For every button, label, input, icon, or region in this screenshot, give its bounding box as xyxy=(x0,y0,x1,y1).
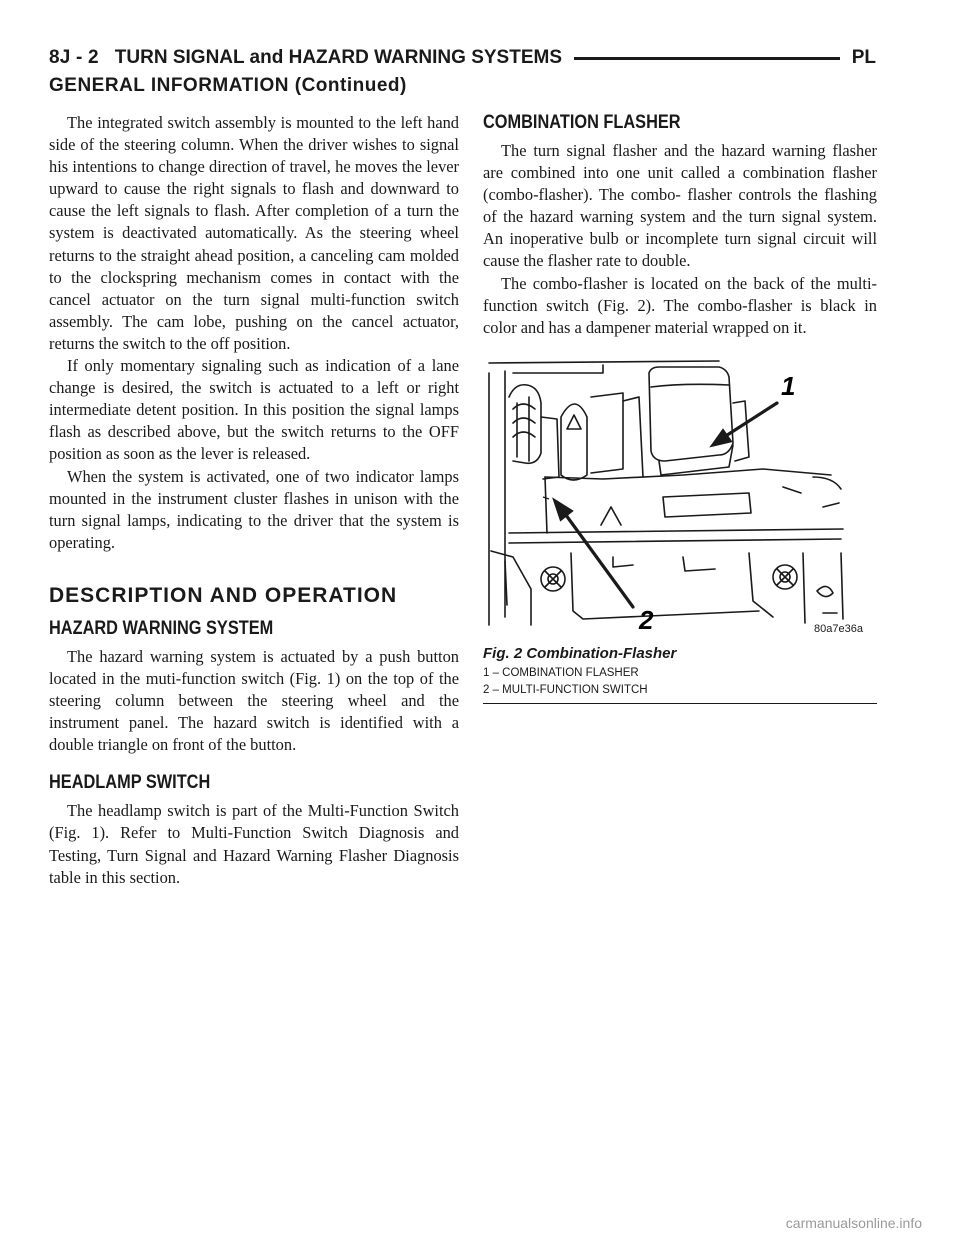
legend-item-1: 1 – COMBINATION FLASHER xyxy=(483,666,639,679)
description-operation-heading: DESCRIPTION AND OPERATION xyxy=(49,583,398,607)
header-rule xyxy=(574,57,840,60)
figure-combination-flasher xyxy=(483,357,877,637)
combo-paragraph-1: The turn signal flasher and the hazard warning flasher are combined into one unit called a combination flasher (combo-flasher). The combo- flasher controls the flashing of the hazard warning system and the turn signal system. An inoperative bulb or incomplete turn signal circuit will cause the flasher rate to double. xyxy=(483,141,877,271)
page-number: 8J - 2 xyxy=(49,47,99,68)
right-column xyxy=(483,112,877,704)
continued-heading: GENERAL INFORMATION (Continued) xyxy=(49,75,407,96)
intro-paragraph-3: When the system is activated, one of two indicator lamps mounted in the instrument cluster flashes in unison with the turn signal lamps, indicating to the driver that the system is operating. xyxy=(49,466,459,552)
combo-paragraph-2: The combo-flasher is located on the back of the multi-function switch (Fig. 2). The combo-flasher is black in color and has a dampener material wrapped on it. xyxy=(483,273,877,337)
page-header xyxy=(49,44,876,72)
left-column xyxy=(49,112,459,889)
model-code: PL xyxy=(851,47,876,68)
hazard-paragraph: The hazard warning system is actuated by a push button located in the muti-function switch (Fig. 1) on the top of the steering column between the steering wheel and the instrument panel. The hazard switch is identified with a double triangle on front of the button. xyxy=(49,646,459,755)
watermark: carmanualsonline.info xyxy=(785,1215,922,1231)
callout-2: 2 xyxy=(639,604,654,635)
headlamp-paragraph: The headlamp switch is part of the Multi-Function Switch (Fig. 1). Refer to Multi-Function Switch Diagnosis and Testing, Turn Signal and Hazard Warning Flasher Diagnosis table in this section. xyxy=(49,801,459,887)
intro-paragraph-1: The integrated switch assembly is mounted to the left hand side of the steering column. When the driver wishes to signal his intentions to change direction of travel, he moves the lever upward to cause the right signals to flash and downward to cause the left signals to flash. After completion of a turn the system is deactivated automatically. As the steering wheel returns to the straight ahead position, a canceling cam molded to the clockspring mechanism comes in contact with the cancel actuator on the turn signal multi-function switch assembly. The cam lobe, pushing on the cancel actuator, returns the switch to the off position. xyxy=(49,113,459,353)
flasher-illustration xyxy=(483,357,877,637)
hazard-heading: HAZARD WARNING SYSTEM xyxy=(49,617,274,639)
combination-flasher-heading: COMBINATION FLASHER xyxy=(483,112,681,133)
callout-1: 1 xyxy=(781,370,796,401)
section-title: TURN SIGNAL and HAZARD WARNING SYSTEMS xyxy=(114,47,563,68)
figure-code: 80a7e36a xyxy=(814,622,863,635)
legend-item-2: 2 – MULTI-FUNCTION SWITCH xyxy=(483,683,648,696)
intro-paragraph-2: If only momentary signaling such as indication of a lane change is desired, the switch is actuated to a left or right intermediate detent position. In this position the signal lamps flash as described above, but the switch returns to the OFF position as soon as the lever is released. xyxy=(49,356,459,464)
headlamp-heading: HEADLAMP SWITCH xyxy=(49,772,211,794)
figure-caption: Fig. 2 Combination-Flasher xyxy=(483,644,677,662)
figure-legend xyxy=(483,665,877,704)
